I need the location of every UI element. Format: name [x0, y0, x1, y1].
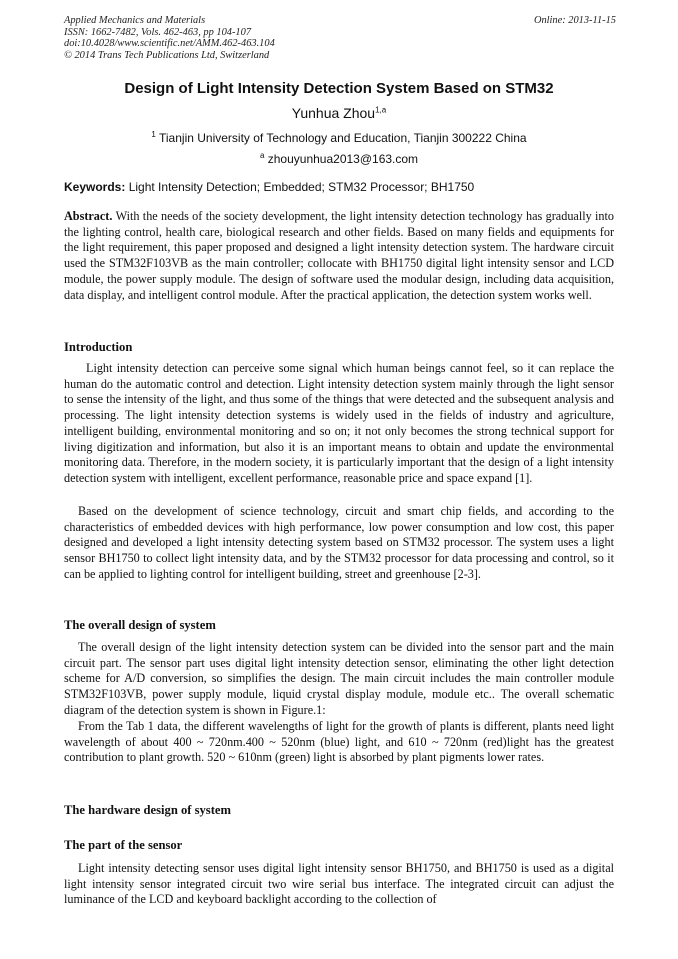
issn-line: ISSN: 1662-7482, Vols. 462-463, pp 104-107 [64, 26, 252, 38]
abstract-text: With the needs of the society development, the light intensity detection technology has gradually into the lighting control, health care, biological research and other fields. Based on many fields and equipments for the light requirement, this paper proposed and designed a light intensity detection system. The hardware circuit used the STM32F103VB as the main controller; collocate with BH1750 digital light intensity sensor and LCD module, the power supply module. The design of software used the modular design, including data acquisition, data display, and intelligent control module. After the practical application, the detection system works well. [64, 209, 615, 302]
author-line [0, 105, 678, 121]
journal-name: Applied Mechanics and Materials [64, 15, 206, 26]
author-name: Yunhua Zhou [291, 105, 376, 121]
abstract [64, 209, 614, 303]
intro-paragraph-2: Based on the development of science technology, circuit and smart chip fields, and according to the characteristics of embedded devices with high performance, low power consumption and low cost, this paper designed and developed a light intensity detecting system based on STM32 processor. The system uses a light sensor BH1750 to collect light intensity data, and by the STM32 processor for data processing and control, so it can be applied to lighting control for intelligent building, street and greenhouse [2-3]. [64, 504, 614, 581]
sensor-paragraph-1: Light intensity detecting sensor uses digital light intensity sensor BH1750, and BH1750 is used as a digital light intensity sensor integrated circuit two wire serial bus interface. The integrated circuit can adjust the luminance of the LCD and keyboard backlight according to the collection of [64, 861, 614, 907]
paper-title: Design of Light Intensity Detection System Based on STM32 [124, 80, 554, 97]
author-sup: 1,a [375, 105, 387, 115]
abstract-label: Abstract. [64, 209, 113, 223]
affiliation-sup: 1 [151, 130, 156, 139]
journal-header [64, 15, 616, 61]
doi-line: doi:10.4028/www.scientific.net/AMM.462-463.104 [64, 38, 275, 50]
overall-paragraph-1: The overall design of the light intensity detection system can be divided into the sensor part and the main circuit part. The sensor part uses digital light intensity detection sensor, eliminating the other light detection scheme for A/D conversion, so simplifies the design. The main circuit includes the main controller module STM32F103VB, power supply module, liquid crystal display module, module etc.. The overall schematic diagram of the detection system is shown in Figure.1: [64, 640, 614, 717]
keywords-text: Light Intensity Detection; Embedded; STM32 Processor; BH1750 [128, 180, 475, 194]
intro-paragraph-1: Light intensity detection can perceive some signal which human beings cannot feel, so it can replace the human do the automatic control and detection. Light intensity detection system mainly through the light sensor to sense the intensity of the light, and thus some of the things that were detected and the subsequent analysis and processing. The light intensity detection systems is widely used in the fields of industry and agriculture, intelligent building, environmental monitoring and so on; it not only becomes the strong technical support for living digitization and information, but also it is an important means to obtain and update the environmental monitoring data. Therefore, in the modern society, it is particularly important that the design of a light intensity detection system with intelligent, excellent performance, reasonable price and space expand [1]. [64, 361, 614, 485]
online-date: Online: 2013-11-15 [533, 15, 616, 26]
copyright-line: © 2014 Trans Tech Publications Ltd, Switzerland [64, 49, 270, 61]
keywords-label: Keywords: [64, 180, 126, 194]
keywords [64, 180, 616, 194]
email-text: zhouyunhua2013@163.com [267, 152, 419, 166]
email-line [0, 152, 678, 166]
affiliation [0, 131, 678, 145]
overall-paragraph-2: From the Tab 1 data, the different wavelengths of light for the growth of plants is different, plants need light wavelength of about 400 ~ 720nm.400 ~ 520nm (blue) light, and 610 ~ 720nm (red)light has the greatest contribution to plant growth. 520 ~ 610nm (green) light is absorbed by plant pigments lower rates. [64, 719, 614, 765]
section-heading-hardware-design: The hardware design of system [64, 803, 231, 817]
affiliation-text: Tianjin University of Technology and Education, Tianjin 300222 China [159, 131, 527, 145]
section-heading-sensor: The part of the sensor [64, 838, 183, 852]
email-sup: a [259, 151, 265, 160]
section-heading-overall-design: The overall design of system [64, 618, 216, 632]
section-heading-introduction: Introduction [64, 340, 133, 354]
